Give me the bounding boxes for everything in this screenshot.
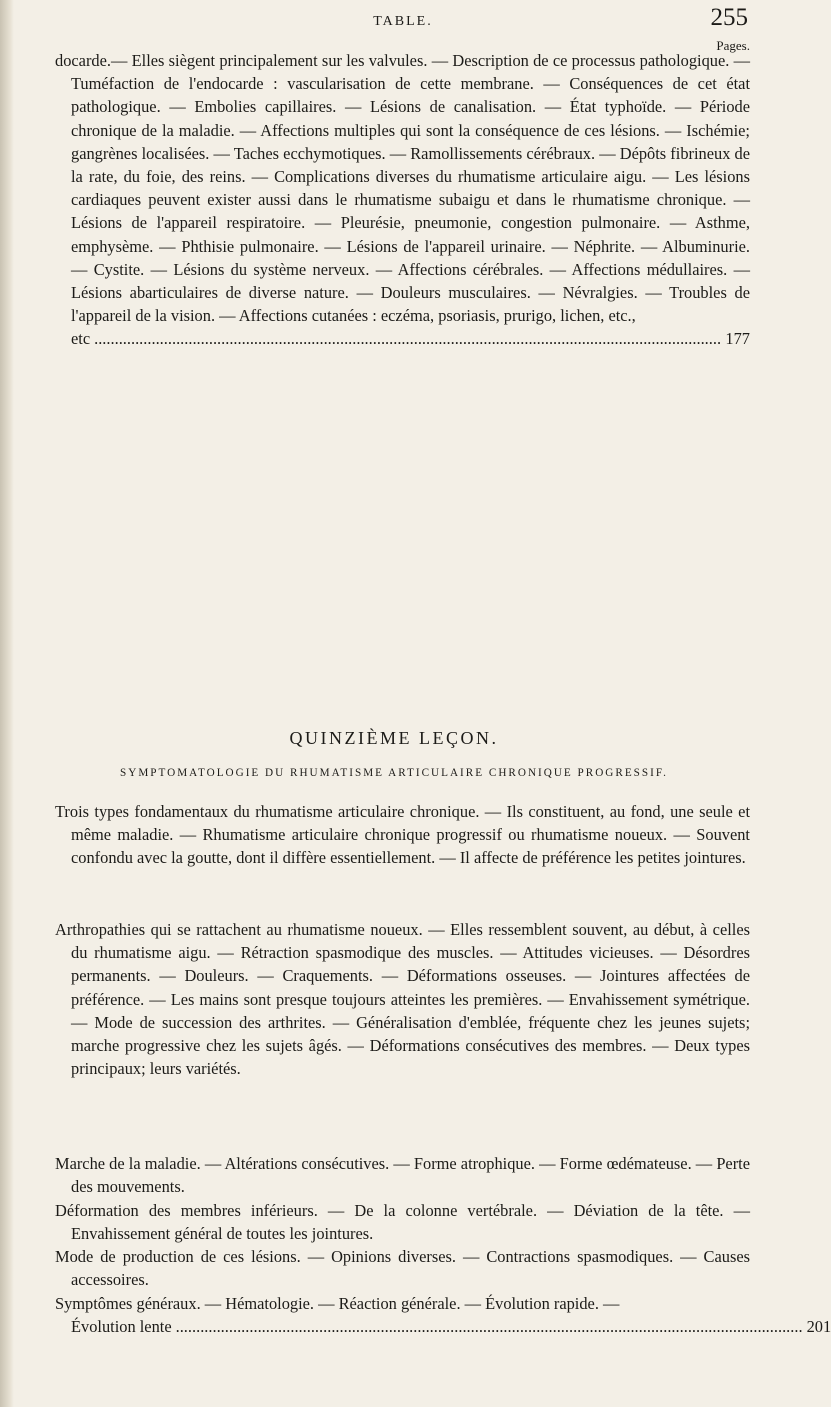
toc-page-reference: 177 xyxy=(725,329,750,349)
toc-entry-previous-lesson xyxy=(55,49,750,351)
dot-leader: ......................................................................................................................................................... xyxy=(175,1317,803,1337)
toc-page-reference: 201 xyxy=(806,1317,831,1337)
toc-entry-text: Symptômes généraux. — Hématologie. — Réaction générale. — Évolution rapide. — xyxy=(55,1294,620,1313)
lesson-heading: QUINZIÈME LEÇON. xyxy=(289,728,499,748)
toc-entry-last-words: etc xyxy=(71,329,91,349)
toc-paragraph: Trois types fondamentaux du rhumatisme articulaire chronique. — Ils constituent, au fond, une seule et même maladie. — Rhumatisme articulaire chronique progressif ou rhumatisme noueux. — Souvent confondu avec la goutte, dont il diffère essentiellement. — Il affecte de préférence les petites jointures. xyxy=(55,802,750,868)
page-spine-shadow xyxy=(0,0,14,1407)
toc-entry-leader-line xyxy=(71,1315,831,1338)
lesson-subtitle: SYMPTOMATOLOGIE DU RHUMATISME ARTICULAIRE CHRONIQUE PROGRESSIF. xyxy=(120,767,668,779)
toc-paragraph: Marche de la maladie. — Altérations consécutives. — Forme atrophique. — Forme œdémateuse. — Perte des mouvements. xyxy=(55,1154,750,1197)
toc-paragraph: Arthropathies qui se rattachent au rhumatisme noueux. — Elles ressemblent souvent, au début, à celles du rhumatisme aigu. — Rétraction spasmodique des muscles. — Attitudes vicieuses. — Désordres permanents. — Douleurs. — Craquements. — Déformations osseuses. — Jointures affectées de préférence. — Les mains sont presque toujours atteintes les premières. — Envahissement symétrique. — Mode de succession des arthrites. — Généralisation d'emblée, fréquente chez les jeunes sujets; marche progressive chez les sujets âgés. — Déformations consécutives des membres. — Deux types principaux; leurs variétés. xyxy=(55,920,750,1079)
pages-column-label: Pages. xyxy=(716,38,750,53)
toc-paragraph: Déformation des membres inférieurs. — De la colonne vertébrale. — Déviation de la tête. — Envahissement général de toutes les jointures. xyxy=(55,1201,750,1244)
toc-entry-final xyxy=(55,1292,831,1338)
dot-leader: ......................................................................................................................................................... xyxy=(94,329,722,349)
toc-paragraph: Mode de production de ces lésions. — Opinions diverses. — Contractions spasmodiques. — Causes accessoires. xyxy=(55,1247,750,1290)
toc-entry-leader-line xyxy=(71,327,750,350)
page-number: 255 xyxy=(710,4,748,31)
running-title: TABLE. xyxy=(373,14,433,29)
toc-entry-text: docarde.— Elles siègent principalement sur les valvules. — Description de ce processus pathologique. — Tuméfaction de l'endocarde : vascularisation de cette membrane. — Conséquences de cet état pathologique. — Embolies capillaires. — Lésions de canalisation. — État typhoïde. — Période chronique de la maladie. — Affections multiples qui sont la conséquence de ces lésions. — Ischémie; gangrènes localisées. — Taches ecchymotiques. — Ramollissements cérébraux. — Dépôts fibrineux de la rate, du foie, des reins. — Complications diverses du rhumatisme articulaire aigu. — Les lésions cardiaques peuvent exister aussi dans le rhumatisme subaigu et dans le rhumatisme chronique. — Lésions de l'appareil respiratoire. — Pleurésie, pneumonie, congestion pulmonaire. — Asthme, emphysème. — Phthisie pulmonaire. — Lésions de l'appareil urinaire. — Néphrite. — Albuminurie. — Cystite. — Lésions du système nerveux. — Affections cérébrales. — Affections médullaires. — Lésions abarticulaires de diverse nature. — Douleurs musculaires. — Névralgies. — Troubles de l'appareil de la vision. — Affections cutanées : eczéma, psoriasis, prurigo, lichen, etc., xyxy=(55,51,750,326)
toc-entry-last-words: Évolution lente xyxy=(71,1317,172,1337)
